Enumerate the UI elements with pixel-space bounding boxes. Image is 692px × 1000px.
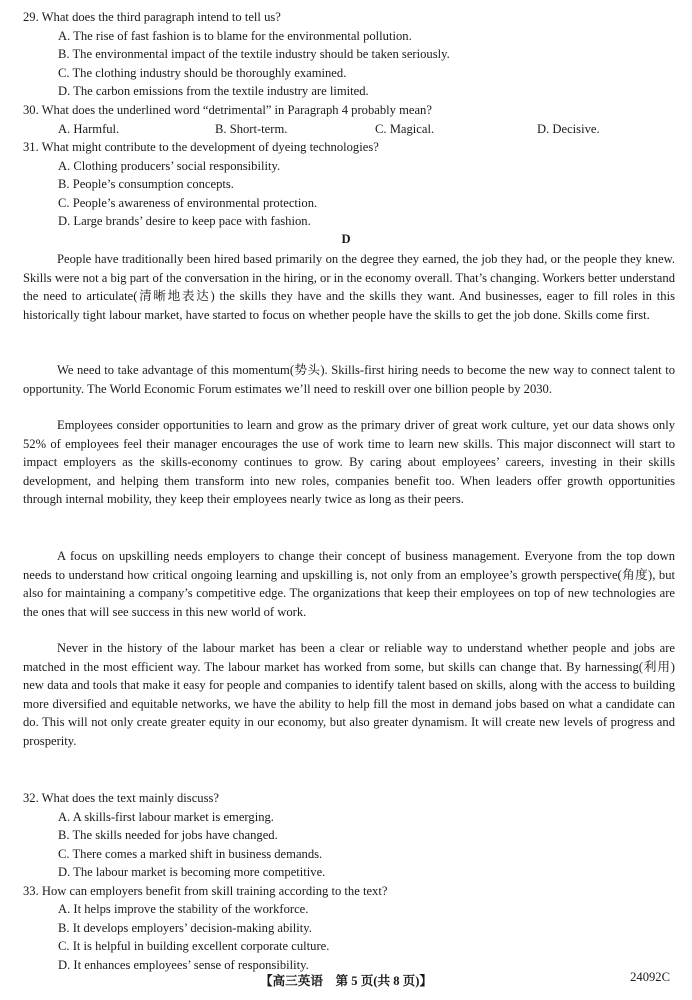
passage-paragraph-1: People have traditionally been hired based primarily on the degree they earned, the job they had, or the people they knew. Skills were not a big part of the conversation in the hiring, or in the economy overall. That’s changing. Workers better understand the need to articulate(清晰地表达) the skills they have and the skills they want. And businesses, eager to fill roles in this historically tight labour market, have started to focus on whether people have the skills to get the job done. Skills come first. <box>23 252 675 322</box>
question-33-option-a: A. It helps improve the stability of the workforce. <box>58 902 309 916</box>
passage-paragraph-5: Never in the history of the labour market has been a clear or reliable way to understand whether people and jobs are matched in the most efficient way. The labour market has worked from some, but skills can change that. By harnessing(利用) new data and tools that make it easy for people and companies to identify talent based on skills, along with the access to building more diversified and equitable networks, we have the ability to help fill the most in demand jobs based on what a candidate can do. This will not only create greater equity in our economy, but also greater dynamism. It will create new levels of progress and prosperity. <box>23 641 675 748</box>
question-32-option-d: D. The labour market is becoming more competitive. <box>58 865 326 879</box>
question-30-option-d: D. Decisive. <box>537 122 600 136</box>
question-29-option-d: D. The carbon emissions from the textile industry are limited. <box>58 84 369 98</box>
question-32-option-b: B. The skills needed for jobs have changed. <box>58 828 278 842</box>
section-letter: D <box>341 232 351 246</box>
question-33-option-b: B. It develops employers’ decision-making ability. <box>58 921 312 935</box>
question-32-stem: 32. What does the text mainly discuss? <box>23 791 219 805</box>
question-32-option-c: C. There comes a marked shift in business demands. <box>58 847 323 861</box>
question-32-option-a: A. A skills-first labour market is emerging. <box>58 810 274 824</box>
question-31-option-b: B. People’s consumption concepts. <box>58 177 234 191</box>
question-29-option-a: A. The rise of fast fashion is to blame for the environmental pollution. <box>58 29 412 43</box>
question-30-option-c: C. Magical. <box>375 122 435 136</box>
question-29-option-c: C. The clothing industry should be thoroughly examined. <box>58 66 347 80</box>
question-30-option-a: A. Harmful. <box>58 122 120 136</box>
question-31-option-c: C. People’s awareness of environmental protection. <box>58 196 318 210</box>
question-31-option-d: D. Large brands’ desire to keep pace with fashion. <box>58 214 311 228</box>
question-29-option-b: B. The environmental impact of the textile industry should be taken seriously. <box>58 47 450 61</box>
passage-paragraph-3: Employees consider opportunities to learn and grow as the primary driver of great work culture, yet our data shows only 52% of employees feel their manager encourages the use of work time to learn new skills. This major disconnect will start to impact employers as the skills-economy continues to grow. By caring about employees’ careers, investing in their skills development, and helping them transform into new roles, companies benefit too. When leaders offer growth opportunities through internal mobility, they keep their employees nearly twice as long as their peers. <box>23 418 675 507</box>
question-33-option-c: C. It is helpful in building excellent corporate culture. <box>58 939 330 953</box>
passage-paragraph-4: A focus on upskilling needs employers to change their concept of business management. Everyone from the top down needs to understand how critical ongoing learning and upskilling is, not only from an employee’s growth perspective(角度), but also for maintaining a company’s competitive edge. The organizations that keep their employees on top of new technologies are the ones that will see success in this new world of work. <box>23 549 675 619</box>
question-30-stem: 30. What does the underlined word “detrimental” in Paragraph 4 probably mean? <box>23 103 432 117</box>
exam-code: 24092C <box>630 970 670 984</box>
question-31-option-a: A. Clothing producers’ social responsibility. <box>58 159 281 173</box>
question-33-option-d: D. It enhances employees’ sense of responsibility. <box>58 958 309 972</box>
question-29-stem: 29. What does the third paragraph intend to tell us? <box>23 10 281 24</box>
question-31-stem: 31. What might contribute to the development of dyeing technologies? <box>23 140 379 154</box>
page-number-label: 【高三英语 第 5 页(共 8 页)】 <box>259 974 433 988</box>
passage-paragraph-2: We need to take advantage of this momentum(势头). Skills-first hiring needs to become the new way to connect talent to opportunity. The World Economic Forum estimates we’ll need to reskill over one billion people by 2030. <box>23 363 675 396</box>
question-33-stem: 33. How can employers benefit from skill training according to the text? <box>23 884 388 898</box>
question-30-option-b: B. Short-term. <box>215 122 288 136</box>
